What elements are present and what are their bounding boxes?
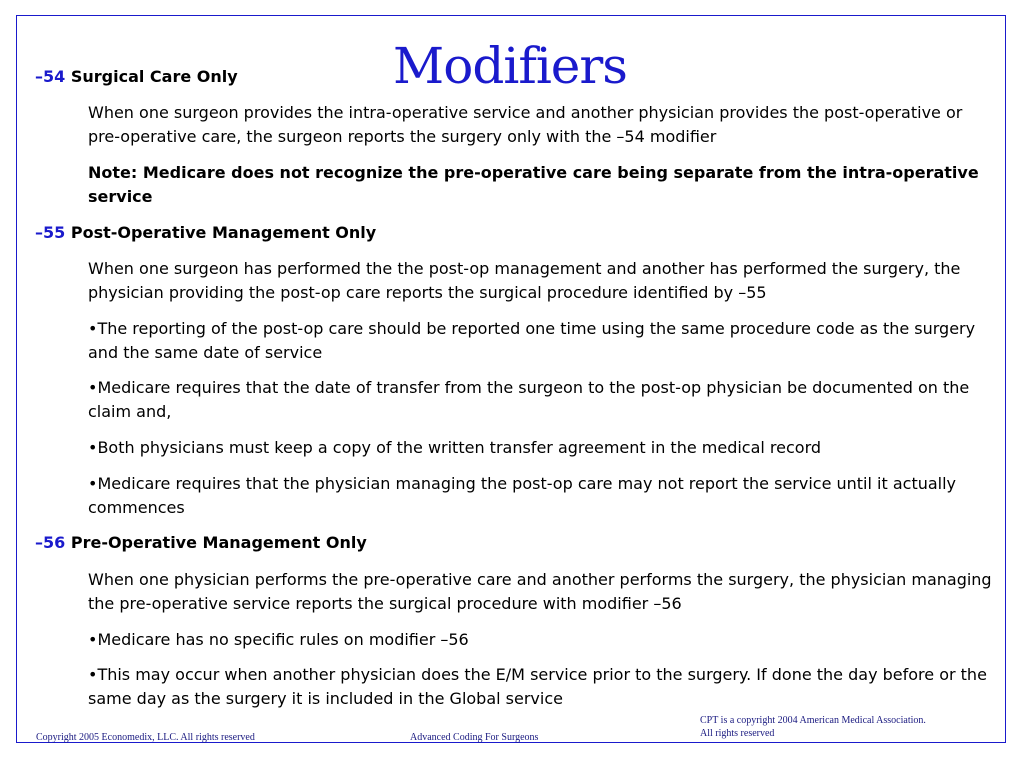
- note-paragraph: Note: Medicare does not recognize the pre-operative care being separate from the intra-operative service: [88, 163, 979, 206]
- bullet-paragraph: •This may occur when another physician does the E/M service prior to the surgery. If done the day before or the same day as the surgery it is included in the Global service: [88, 665, 987, 708]
- bullet-paragraph: •Medicare requires that the date of transfer from the surgeon to the post-op physician be documented on the claim and,: [88, 378, 970, 421]
- paragraph: When one surgeon provides the intra-operative service and another physician provides the post-operative or pre-operative care, the surgeon reports the surgery only with the –54 modifier: [88, 103, 963, 146]
- section-heading-54: [35, 66, 238, 88]
- section-heading-55: [35, 222, 376, 244]
- modifier-code: –54: [35, 67, 66, 86]
- footer-copyright: Copyright 2005 Economedix, LLC. All rights reserved: [36, 732, 255, 743]
- footer-course-title: Advanced Coding For Surgeons: [410, 732, 539, 743]
- bullet-paragraph: •Medicare requires that the physician managing the post-op care may not report the service until it actually commences: [88, 474, 957, 517]
- slide-title: Modifiers: [393, 37, 627, 95]
- modifier-code: –55: [35, 223, 66, 242]
- paragraph: When one surgeon has performed the the post-op management and another has performed the surgery, the physician providing the post-op care reports the surgical procedure identified by –55: [88, 259, 961, 302]
- section-title: Pre-Operative Management Only: [70, 533, 367, 552]
- modifier-code: –56: [35, 533, 66, 552]
- footer-cpt-notice-line2: All rights reserved: [700, 728, 775, 739]
- footer-cpt-notice-line1: CPT is a copyright 2004 American Medical Association.: [700, 715, 926, 726]
- section-heading-56: [35, 532, 367, 554]
- section-title: Post-Operative Management Only: [70, 223, 377, 242]
- bullet-paragraph: •Both physicians must keep a copy of the written transfer agreement in the medical record: [88, 438, 822, 457]
- bullet-paragraph: •The reporting of the post-op care should be reported one time using the same procedure code as the surgery and the same date of service: [88, 319, 976, 362]
- bullet-paragraph: •Medicare has no specific rules on modifier –56: [88, 630, 469, 649]
- section-title: Surgical Care Only: [70, 67, 238, 86]
- paragraph: When one physician performs the pre-operative care and another performs the surgery, the physician managing the pre-operative service reports the surgical procedure with modifier –56: [88, 570, 992, 613]
